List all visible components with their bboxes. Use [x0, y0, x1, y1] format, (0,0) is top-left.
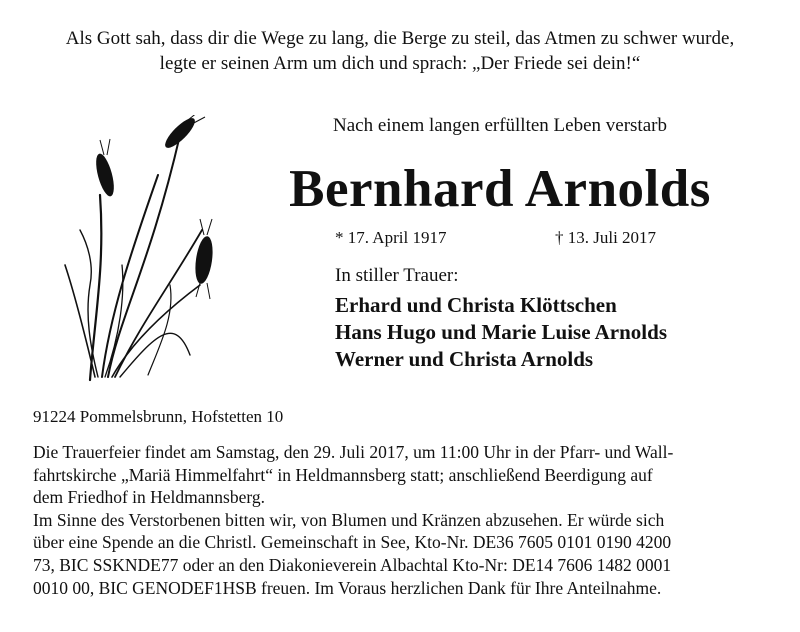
mourner-name: Werner und Christa Arnolds [335, 347, 594, 371]
deceased-name: Bernhard Arnolds [289, 160, 711, 218]
quote-line-2: legte er seinen Arm um dich und sprach: „Der Friede sei dein!“ [159, 53, 641, 74]
body-line: Die Trauerfeier findet am Samstag, den 29. Juli 2017, um 11:00 Uhr in der Pfarr- und Wall- [33, 442, 674, 462]
body-line: über eine Spende an die Christl. Gemeinschaft in See, Kto-Nr. DE36 7605 0101 0190 4200 [33, 532, 672, 553]
mourner-name: Erhard und Christa Klöttschen [335, 293, 617, 317]
mourner-name: Hans Hugo und Marie Luise Arnolds [335, 320, 667, 344]
wheat-stalks-icon [60, 115, 230, 385]
quote-line-1: Als Gott sah, dass dir die Wege zu lang, die Berge zu steil, das Atmen zu schwer wurde, [65, 28, 735, 49]
body-line: 0010 00, BIC GENODEF1HSB freuen. Im Voraus herzlichen Dank für Ihre Anteilnahme. [33, 577, 662, 598]
body-line: fahrtskirche „Mariä Himmelfahrt“ in Heldmannsberg statt; anschließend Beerdigung auf [33, 464, 653, 485]
memorial-quote [20, 26, 780, 76]
death-date: † 13. Juli 2017 [555, 228, 657, 247]
mourning-label: In stiller Trauer: [335, 265, 459, 286]
body-line: Im Sinne des Verstorbenen bitten wir, von Blumen und Kränzen abzusehen. Er würde sich [33, 509, 665, 530]
intro-line: Nach einem langen erfüllten Leben verstarb [333, 115, 667, 136]
body-line: dem Friedhof in Heldmannsberg. [33, 487, 265, 508]
funeral-details [33, 441, 773, 599]
address: 91224 Pommelsbrunn, Hofstetten 10 [33, 407, 284, 426]
mourners-list [335, 292, 667, 373]
birth-date: * 17. April 1917 [335, 228, 447, 247]
body-line: 73, BIC SSKNDE77 oder an den Diakonieverein Albachtal Kto-Nr: DE14 7606 1482 0001 [33, 554, 672, 575]
